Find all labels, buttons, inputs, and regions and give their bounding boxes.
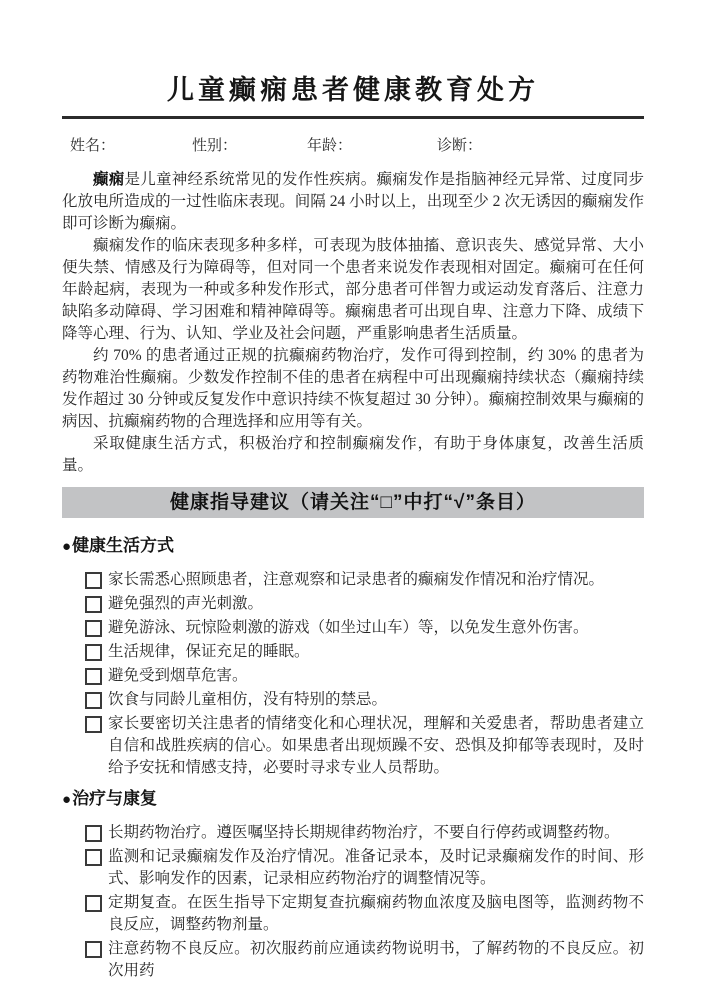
checklist-item-text: 监测和记录癫痫发作及治疗情况。准备记录本，及时记录癫痫发作的时间、形式、影响发作的因素，记录相应药物治疗的调整情况等。	[108, 848, 644, 887]
checkbox-icon[interactable]	[85, 668, 102, 685]
checklist-item	[62, 846, 644, 890]
checklist-item-text: 避免强烈的声光刺激。	[108, 595, 264, 612]
page-title: 儿童癫痫患者健康教育处方	[167, 75, 539, 105]
keyword-epilepsy: 癫痫	[93, 171, 125, 188]
checkbox-icon[interactable]	[85, 716, 102, 733]
checklist-item	[62, 892, 644, 936]
checkbox-icon[interactable]	[85, 692, 102, 709]
checkbox-icon[interactable]	[85, 941, 102, 958]
section-heading-lifestyle-label: 健康生活方式	[72, 536, 175, 555]
checklist-item-text: 长期药物治疗。遵医嘱坚持长期规律药物治疗，不要自行停药或调整药物。	[108, 824, 620, 841]
checklist-item-text: 注意药物不良反应。初次服药前应通读药物说明书，了解药物的不良反应。初次用药	[108, 940, 644, 979]
checkbox-icon[interactable]	[85, 825, 102, 842]
checkbox-icon[interactable]	[85, 572, 102, 589]
checklist-item-text: 定期复查。在医生指导下定期复查抗癫痫药物血浓度及脑电图等，监测药物不良反应，调整药物剂量。	[108, 894, 644, 933]
field-label-name: 姓名：	[70, 138, 116, 154]
checkbox-icon[interactable]	[85, 644, 102, 661]
checkbox-icon[interactable]	[85, 895, 102, 912]
checkbox-icon[interactable]	[85, 620, 102, 637]
patient-info-row	[62, 134, 644, 156]
checklist-item	[62, 689, 644, 711]
title-divider	[62, 116, 644, 119]
checklist-item	[62, 641, 644, 663]
section-heading-lifestyle	[62, 535, 644, 558]
checkbox-icon[interactable]	[85, 849, 102, 866]
checklist-item-text: 生活规律，保证充足的睡眠。	[108, 643, 310, 660]
section-heading-treatment-label: 治疗与康复	[72, 789, 158, 808]
checkbox-icon[interactable]	[85, 596, 102, 613]
field-label-diagnosis: 诊断：	[437, 138, 483, 154]
intro-paragraph-1-text: 是儿童神经系统常见的发作性疾病。癫痫发作是指脑神经元异常、过度同步化放电所造成的一过性临床表现。间隔 24 小时以上，出现至少 2 次无诱因的癫痫发作即可诊断为癫痫。	[62, 171, 644, 232]
intro-paragraph-4: 采取健康生活方式，积极治疗和控制癫痫发作，有助于身体康复，改善生活质量。	[62, 435, 644, 474]
checklist-item	[62, 938, 644, 982]
checklist-item-text: 饮食与同龄儿童相仿，没有特别的禁忌。	[108, 691, 388, 708]
intro-paragraph-3: 约 70% 的患者通过正规的抗癫痫药物治疗，发作可得到控制，约 30% 的患者为药物难治性癫痫。少数发作控制不佳的患者在病程中可出现癫痫持续状态（癫痫持续发作超过 30 分钟或反复发作中意识持续不恢复超过 30 分钟）。癫痫控制效果与癫痫的病因、抗癫痫药物的合理选择和应用等有关。	[62, 347, 644, 430]
checklist-item-text: 家长要密切关注患者的情绪变化和心理状况，理解和关爱患者，帮助患者建立自信和战胜疾病的信心。如果患者出现烦躁不安、恐惧及抑郁等表现时，及时给予安抚和情感支持，必要时寻求专业人员帮助。	[108, 715, 644, 776]
checklist-item	[62, 713, 644, 779]
field-label-gender: 性别：	[192, 138, 238, 154]
section-heading-treatment	[62, 788, 644, 811]
field-label-age: 年龄：	[307, 138, 353, 154]
checklist-item-text: 避免游泳、玩惊险刺激的游戏（如坐过山车）等，以免发生意外伤害。	[108, 619, 589, 636]
lifestyle-checklist	[62, 569, 644, 779]
guidance-banner: 健康指导建议（请关注“□”中打“√”条目）	[62, 487, 644, 518]
checklist-item	[62, 665, 644, 687]
intro-paragraph-1	[62, 169, 644, 235]
intro-block	[62, 169, 644, 477]
checklist-item	[62, 593, 644, 615]
checklist-item-text: 家长需悉心照顾患者，注意观察和记录患者的癫痫发作情况和治疗情况。	[108, 571, 605, 588]
checklist-item	[62, 617, 644, 639]
intro-paragraph-2: 癫痫发作的临床表现多种多样，可表现为肢体抽搐、意识丧失、感觉异常、大小便失禁、情感及行为障碍等，但对同一个患者来说发作表现相对固定。癫痫可在任何年龄起病，表现为一种或多种发作形式，部分患者可伴智力或运动发育落后、注意力缺陷多动障碍、学习困难和精神障碍等。癫痫患者可出现自卑、注意力下降、成绩下降等心理、行为、认知、学业及社会问题，严重影响患者生活质量。	[62, 237, 644, 342]
bullet-icon: ●	[62, 539, 72, 555]
checklist-item	[62, 822, 644, 844]
treatment-checklist	[62, 822, 644, 982]
checklist-item	[62, 569, 644, 591]
bullet-icon: ●	[62, 792, 72, 808]
checklist-item-text: 避免受到烟草危害。	[108, 667, 248, 684]
